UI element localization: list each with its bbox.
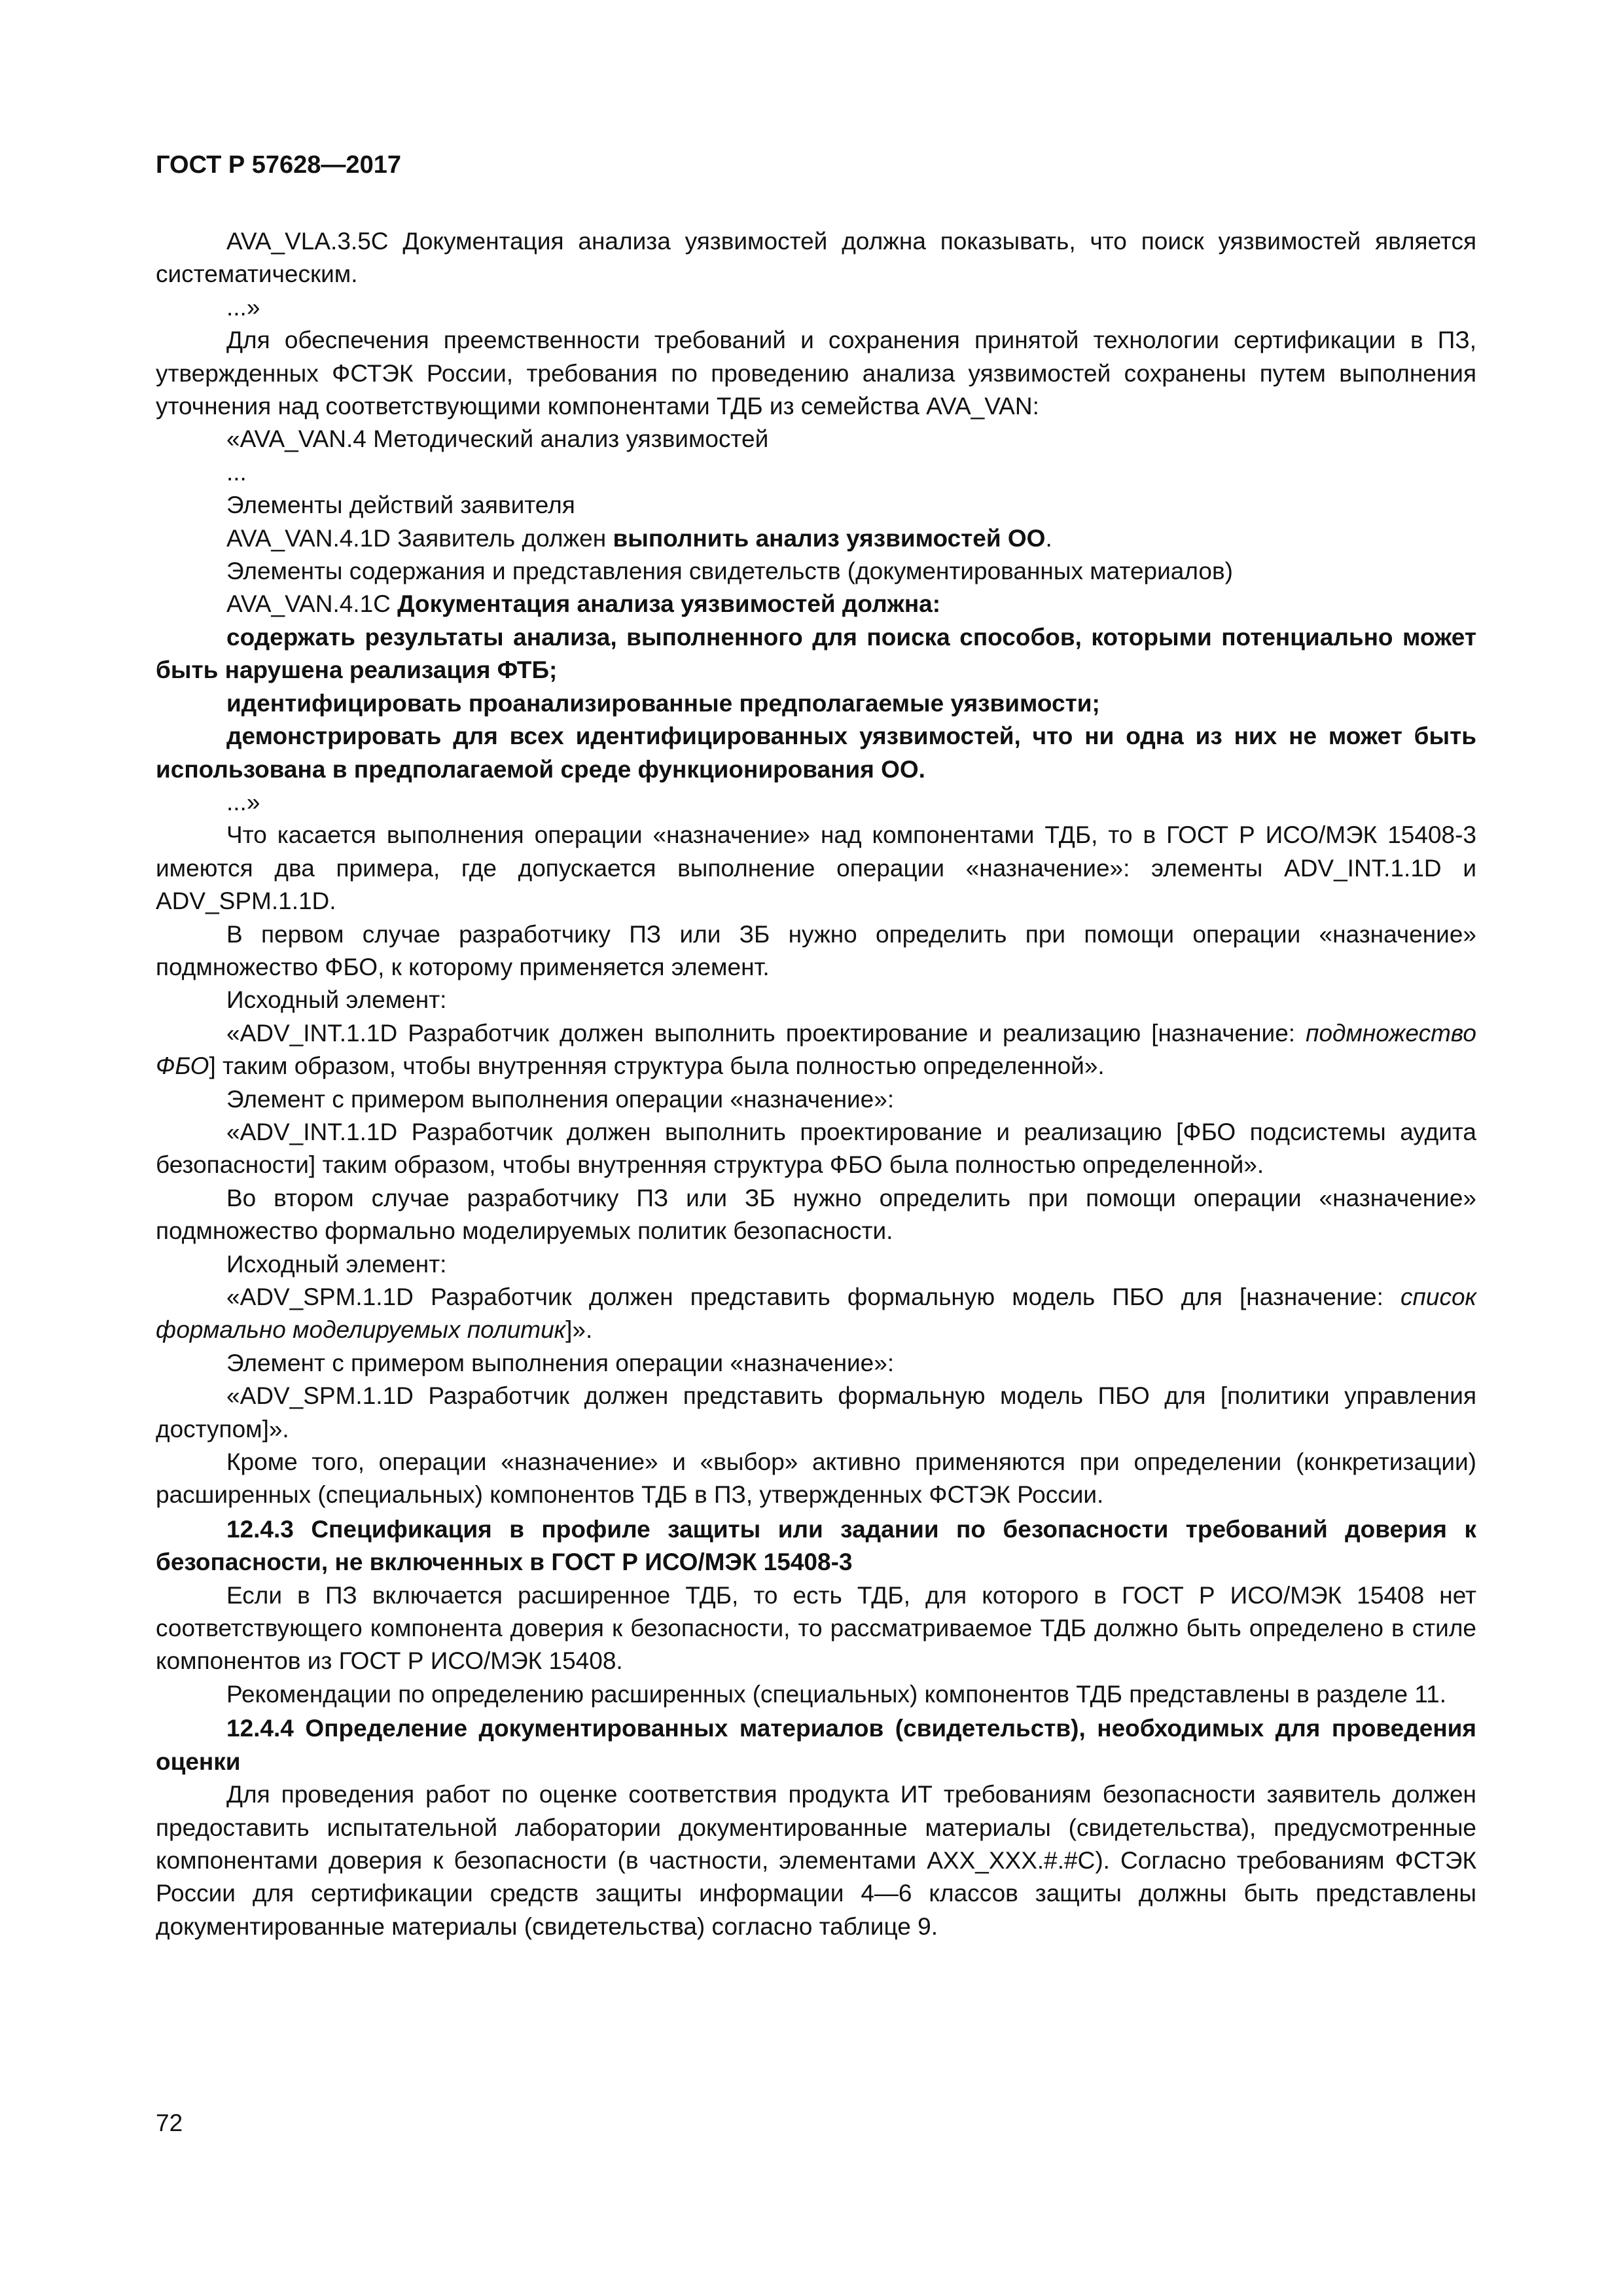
paragraph (156, 1281, 1476, 1347)
text-run: «AVA_VAN.4 Методический анализ уязвимостей (226, 425, 769, 453)
paragraph (156, 819, 1476, 918)
italic-text: список формально моделируемых политик (156, 1283, 1476, 1344)
paragraph (156, 687, 1476, 720)
text-run: Элемент с примером выполнения операции «назначение»: (226, 1349, 895, 1376)
bold-text: содержать результаты анализа, выполненного для поиска способов, которыми потенциально может быть нарушена реализация ФТБ; (156, 623, 1476, 684)
paragraph (156, 225, 1476, 291)
text-run: ...» (226, 293, 260, 321)
paragraph (156, 1248, 1476, 1281)
paragraph (156, 918, 1476, 984)
text-run: . (1045, 524, 1052, 552)
paragraph (156, 1380, 1476, 1446)
paragraph (156, 555, 1476, 588)
paragraph (156, 720, 1476, 786)
text-run: AVA_VAN.4.1D Заявитель должен (226, 524, 613, 552)
text-run: Для проведения работ по оценке соответствия продукта ИТ требованиям безопасности заявитель должен предоставить испытательной лаборатории документированные материалы (свидетельства), предусмотренные компонентами доверия к безопасности (в частности, элементами AXX_XXX.#.#C). Согласно требованиям ФСТЭК России для сертификации средств защиты информации 4—6 классов защиты должны быть представлены документированные материалы (свидетельства) согласно таблице 9. (156, 1781, 1476, 1940)
bold-text: Документация анализа уязвимостей должна: (397, 590, 941, 618)
text-run: Во втором случае разработчику ПЗ или ЗБ нужно определить при помощи операции «назначение» подмножество формально моделируемых политик безопасности. (156, 1184, 1476, 1245)
paragraph (156, 1347, 1476, 1380)
document-body (156, 225, 1476, 1943)
text-run: Исходный элемент: (226, 986, 447, 1014)
paragraph (156, 588, 1476, 620)
paragraph (156, 1446, 1476, 1512)
paragraph (156, 423, 1476, 456)
bold-text: демонстрировать для всех идентифицированных уязвимостей, что ни одна из них не может быть использована в предполагаемой среде функционирования ОО. (156, 723, 1476, 783)
bold-text: идентифицировать проанализированные предполагаемые уязвимости; (226, 689, 1100, 717)
paragraph (156, 1778, 1476, 1943)
paragraph (156, 522, 1476, 555)
text-run: «ADV_INT.1.1D Разработчик должен выполнить проектирование и реализацию [назначение: (226, 1019, 1306, 1047)
page-header-doc-id: ГОСТ Р 57628—2017 (156, 151, 401, 179)
paragraph (156, 1083, 1476, 1116)
text-run: Элемент с примером выполнения операции «назначение»: (226, 1085, 895, 1113)
text-run: AVA_VAN.4.1C (226, 590, 398, 618)
text-run: Элементы действий заявителя (226, 492, 575, 519)
text-run: ]». (565, 1316, 593, 1344)
text-run: «ADV_SPM.1.1D Разработчик должен представить формальную модель ПБО для [назначение: (226, 1283, 1400, 1310)
text-run: В первом случае разработчику ПЗ или ЗБ нужно определить при помощи операции «назначение» подмножество ФБО, к которому применяется элемент. (156, 920, 1476, 980)
text-run: Исходный элемент: (226, 1250, 447, 1278)
paragraph (156, 1678, 1476, 1711)
text-run: AVA_VLA.3.5C Документация анализа уязвимостей должна показывать, что поиск уязвимостей является систематическим. (156, 228, 1476, 288)
paragraph (156, 489, 1476, 522)
page-number: 72 (156, 2109, 183, 2136)
paragraph (156, 621, 1476, 687)
paragraph (156, 1513, 1476, 1579)
paragraph (156, 1182, 1476, 1248)
text-run: «ADV_SPM.1.1D Разработчик должен представить формальную модель ПБО для [политики управления доступом]». (156, 1382, 1476, 1443)
paragraph (156, 1116, 1476, 1182)
paragraph (156, 984, 1476, 1016)
text-run: ...» (226, 788, 260, 816)
bold-text: выполнить анализ уязвимостей ОО (613, 524, 1046, 552)
text-run: Для обеспечения преемственности требований и сохранения принятой технологии сертификации в ПЗ, утвержденных ФСТЭК России, требования по проведению анализа уязвимостей сохранены путем выполнения уточнения над соответствующими компонентами ТДБ из семейства AVA_VAN: (156, 327, 1476, 420)
italic-text: подмножество ФБО (156, 1019, 1476, 1080)
text-run: Если в ПЗ включается расширенное ТДБ, то есть ТДБ, для которого в ГОСТ Р ИСО/МЭК 15408 нет соответствующего компонента доверия к безопасности, то рассматриваемое ТДБ должно быть определено в стиле компонентов из ГОСТ Р ИСО/МЭК 15408. (156, 1581, 1476, 1675)
paragraph (156, 1579, 1476, 1678)
paragraph (156, 456, 1476, 489)
paragraph (156, 291, 1476, 324)
text-run: Что касается выполнения операции «назначение» над компонентами ТДБ, то в ГОСТ Р ИСО/МЭК 15408-3 имеются два примера, где допускается выполнение операции «назначение»: элементы ADV_INT.1.1D и ADV_SPM.1.1D. (156, 821, 1476, 915)
text-run: ] таким образом, чтобы внутренняя структура была полностью определенной». (209, 1052, 1105, 1080)
bold-text: 12.4.3 Спецификация в профиле защиты или задании по безопасности требований доверия к безопасности, не включенных в ГОСТ Р ИСО/МЭК 15408-3 (156, 1515, 1476, 1576)
paragraph (156, 786, 1476, 819)
paragraph (156, 1712, 1476, 1778)
text-run: Рекомендации по определению расширенных (специальных) компонентов ТДБ представлены в разделе 11. (226, 1680, 1447, 1708)
paragraph (156, 1017, 1476, 1083)
bold-text: 12.4.4 Определение документированных материалов (свидетельств), необходимых для проведения оценки (156, 1715, 1476, 1775)
paragraph (156, 324, 1476, 423)
text-run: Кроме того, операции «назначение» и «выбор» активно применяются при определении (конкретизации) расширенных (специальных) компонентов ТДБ в ПЗ, утвержденных ФСТЭК России. (156, 1448, 1476, 1509)
text-run: Элементы содержания и представления свидетельств (документированных материалов) (226, 558, 1233, 585)
text-run: ... (226, 458, 247, 486)
text-run: «ADV_INT.1.1D Разработчик должен выполнить проектирование и реализацию [ФБО подсистемы аудита безопасности] таким образом, чтобы внутренняя структура ФБО была полностью определенной». (156, 1118, 1476, 1179)
